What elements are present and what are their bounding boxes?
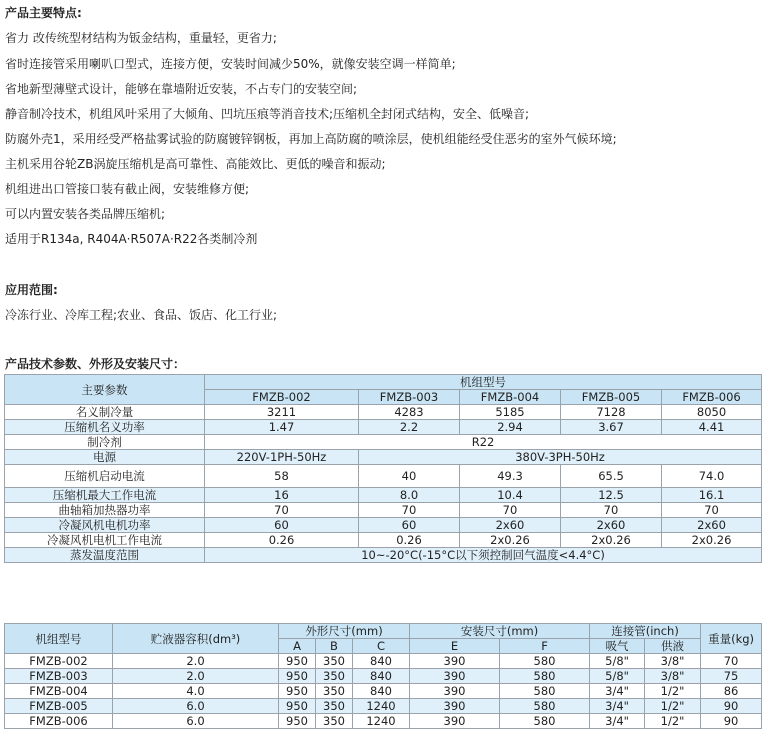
cell: 8.0	[359, 488, 460, 503]
cell: 2x60	[662, 518, 762, 533]
sub-header: 供液	[645, 639, 701, 654]
feature-line: 省地新型薄壁式设计，能够在靠墙附近安装，不占专门的安装空间;	[5, 82, 358, 96]
feature-line: 防腐外壳1，采用经受严格盐雾试验的防腐镀锌钢板，再加上高防腐的喷涂层，使机组能经受住恶劣的室外气候环境;	[5, 132, 617, 146]
model-header: 机组型号	[5, 624, 113, 654]
table-row	[5, 518, 762, 533]
cell: 49.3	[460, 465, 561, 488]
cell: 220V-1PH-50Hz	[205, 450, 359, 465]
cell: 10.4	[460, 488, 561, 503]
cell: 4283	[359, 405, 460, 420]
spec-table	[4, 374, 762, 563]
cell: 2.0	[113, 654, 279, 669]
cell: 3211	[205, 405, 359, 420]
cell: 0.26	[359, 533, 460, 548]
table-row	[5, 450, 762, 465]
install-dim-header: 安装尺寸(mm)	[410, 624, 590, 639]
cell: 580	[500, 669, 590, 684]
specs-title: 产品技术参数、外形及安装尺寸：	[5, 357, 186, 371]
row-label: 名义制冷量	[5, 405, 205, 420]
cell: 840	[353, 654, 410, 669]
cell: 90	[701, 714, 762, 729]
feature-line: 机组进出口管接口装有截止阀，安装维修方便;	[5, 182, 250, 196]
cell: 10~-20°C(-15°C以下须控制回气温度<4.4°C)	[205, 548, 762, 563]
row-label: 制冷剂	[5, 435, 205, 450]
cell: 840	[353, 684, 410, 699]
cell: 2.2	[359, 420, 460, 435]
feature-line: 适用于R134a, R404A·R507A·R22各类制冷剂	[5, 232, 258, 246]
feature-line: 省时连接管采用喇叭口型式，连接方便，安装时间减少50%，就像安装空调一样简单;	[5, 57, 456, 71]
cell: FMZB-004	[5, 684, 113, 699]
cell: 580	[500, 684, 590, 699]
receiver-header: 贮液器容积(dm³)	[113, 624, 279, 654]
cell: 3.67	[561, 420, 662, 435]
table-row	[5, 699, 762, 714]
cell: 950	[279, 714, 316, 729]
model-header: FMZB-004	[460, 390, 561, 405]
cell: 1/2"	[645, 684, 701, 699]
cell: 0.26	[205, 533, 359, 548]
cell: 40	[359, 465, 460, 488]
cell: 950	[279, 654, 316, 669]
table-row	[5, 405, 762, 420]
model-header: FMZB-006	[662, 390, 762, 405]
cell: 75	[701, 669, 762, 684]
cell: 6.0	[113, 699, 279, 714]
cell: 3/4"	[590, 684, 645, 699]
table-row	[5, 420, 762, 435]
cell: 70	[561, 503, 662, 518]
cell: 16.1	[662, 488, 762, 503]
table-row	[5, 488, 762, 503]
cell: 380V-3PH-50Hz	[359, 450, 762, 465]
cell: FMZB-006	[5, 714, 113, 729]
cell: 70	[460, 503, 561, 518]
cell: 70	[701, 654, 762, 669]
cell: 350	[316, 699, 353, 714]
feature-line: 主机采用谷轮ZB涡旋压缩机是高可靠性、高能效比、更低的噪音和振动;	[5, 157, 386, 171]
feature-line: 可以内置安装各类品牌压缩机;	[5, 207, 166, 221]
cell: 390	[410, 714, 500, 729]
sub-header: 吸气	[590, 639, 645, 654]
cell: 2.94	[460, 420, 561, 435]
feature-line: 省力 改传统型材结构为钣金结构，重量轻，更省力;	[5, 31, 277, 45]
row-label: 压缩机名义功率	[5, 420, 205, 435]
cell: 3/4"	[590, 699, 645, 714]
cell: FMZB-002	[5, 654, 113, 669]
cell: 950	[279, 669, 316, 684]
table-row	[5, 533, 762, 548]
row-label: 电源	[5, 450, 205, 465]
cell: 3/8"	[645, 669, 701, 684]
cell: 70	[662, 503, 762, 518]
cell: 3/8"	[645, 654, 701, 669]
sub-header: B	[316, 639, 353, 654]
cell: 350	[316, 714, 353, 729]
unit-model-header: 机组型号	[205, 375, 762, 390]
cell: 390	[410, 684, 500, 699]
cell: 86	[701, 684, 762, 699]
row-label: 压缩机最大工作电流	[5, 488, 205, 503]
feature-line: 静音制冷技术，机组风叶采用了大倾角、凹坑压痕等消音技术;压缩机全封闭式结构，安全、低噪音;	[5, 107, 530, 121]
table-row	[5, 503, 762, 518]
table-row	[5, 669, 762, 684]
table-row	[5, 654, 762, 669]
cell: 950	[279, 684, 316, 699]
model-header: FMZB-002	[205, 390, 359, 405]
cell: 5/8"	[590, 669, 645, 684]
cell: 1.47	[205, 420, 359, 435]
application-text: 冷冻行业、冷库工程;农业、食品、饭店、化工行业;	[5, 308, 278, 322]
cell: 390	[410, 669, 500, 684]
table-row	[5, 684, 762, 699]
cell: 350	[316, 654, 353, 669]
cell: 1/2"	[645, 699, 701, 714]
sub-header: A	[279, 639, 316, 654]
row-label: 曲轴箱加热器功率	[5, 503, 205, 518]
table-row	[5, 714, 762, 729]
cell: FMZB-003	[5, 669, 113, 684]
cell: 2.0	[113, 669, 279, 684]
cell: 2x0.26	[460, 533, 561, 548]
cell: 2x0.26	[662, 533, 762, 548]
application-title: 应用范围:	[5, 283, 58, 297]
cell: 8050	[662, 405, 762, 420]
cell: FMZB-005	[5, 699, 113, 714]
weight-header: 重量(kg)	[701, 624, 762, 654]
table-row	[5, 465, 762, 488]
row-label: 压缩机启动电流	[5, 465, 205, 488]
cell: 70	[359, 503, 460, 518]
cell: 950	[279, 699, 316, 714]
row-label: 冷凝风机电机工作电流	[5, 533, 205, 548]
cell: 2x60	[561, 518, 662, 533]
dimension-table	[4, 623, 762, 729]
cell: 350	[316, 684, 353, 699]
cell: R22	[205, 435, 762, 450]
table-row	[5, 548, 762, 563]
cell: 60	[205, 518, 359, 533]
table-row	[5, 435, 762, 450]
cell: 1240	[353, 699, 410, 714]
cell: 58	[205, 465, 359, 488]
cell: 4.0	[113, 684, 279, 699]
features-title: 产品主要特点:	[5, 6, 82, 20]
cell: 580	[500, 699, 590, 714]
cell: 840	[353, 669, 410, 684]
cell: 390	[410, 654, 500, 669]
cell: 3/4"	[590, 714, 645, 729]
sub-header: C	[353, 639, 410, 654]
cell: 60	[359, 518, 460, 533]
cell: 5/8"	[590, 654, 645, 669]
row-label: 冷凝风机电机功率	[5, 518, 205, 533]
cell: 5185	[460, 405, 561, 420]
cell: 2x0.26	[561, 533, 662, 548]
model-header: FMZB-003	[359, 390, 460, 405]
cell: 1/2"	[645, 714, 701, 729]
cell: 580	[500, 654, 590, 669]
cell: 65.5	[561, 465, 662, 488]
cell: 6.0	[113, 714, 279, 729]
cell: 16	[205, 488, 359, 503]
cell: 580	[500, 714, 590, 729]
outer-dim-header: 外形尺寸(mm)	[279, 624, 410, 639]
connection-header: 连接管(inch)	[590, 624, 701, 639]
cell: 12.5	[561, 488, 662, 503]
cell: 350	[316, 669, 353, 684]
cell: 7128	[561, 405, 662, 420]
cell: 1240	[353, 714, 410, 729]
sub-header: E	[410, 639, 500, 654]
main-params-header: 主要参数	[5, 375, 205, 405]
sub-header: F	[500, 639, 590, 654]
row-label: 蒸发温度范围	[5, 548, 205, 563]
cell: 74.0	[662, 465, 762, 488]
cell: 4.41	[662, 420, 762, 435]
model-header: FMZB-005	[561, 390, 662, 405]
cell: 2x60	[460, 518, 561, 533]
cell: 390	[410, 699, 500, 714]
cell: 90	[701, 699, 762, 714]
cell: 70	[205, 503, 359, 518]
